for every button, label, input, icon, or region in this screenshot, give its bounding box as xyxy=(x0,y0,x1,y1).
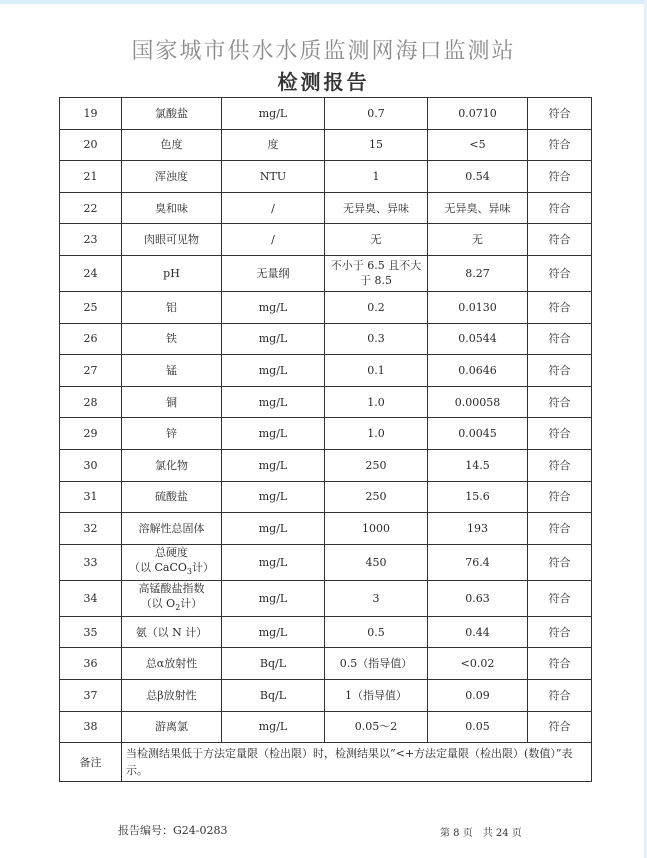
test-item-cell: 肉眼可见物 xyxy=(122,224,222,256)
limit-value-cell: 0.3 xyxy=(325,323,428,355)
judgement-cell: 符合 xyxy=(528,616,592,648)
table-row xyxy=(60,616,592,648)
test-item-cell: 总α放射性 xyxy=(122,648,222,680)
unit-cell: mg/L xyxy=(222,711,325,743)
row-number-cell: 37 xyxy=(60,679,122,711)
table-row xyxy=(60,224,592,256)
judgement-cell: 符合 xyxy=(528,129,592,161)
unit-cell: / xyxy=(222,192,325,224)
test-item-cell: 游离氯 xyxy=(122,711,222,743)
table-row xyxy=(60,291,592,323)
row-number-cell: 35 xyxy=(60,616,122,648)
judgement-cell: 符合 xyxy=(528,255,592,291)
judgement-cell: 符合 xyxy=(528,418,592,450)
table-row xyxy=(60,98,592,130)
test-item-cell: 臭和味 xyxy=(122,192,222,224)
limit-value-cell: 0.7 xyxy=(325,98,428,130)
unit-cell: mg/L xyxy=(222,323,325,355)
result-value-cell: <0.02 xyxy=(428,648,528,680)
table-row xyxy=(60,418,592,450)
unit-cell: mg/L xyxy=(222,616,325,648)
row-number-cell: 28 xyxy=(60,386,122,418)
result-value-cell: 0.0646 xyxy=(428,355,528,387)
unit-cell: mg/L xyxy=(222,513,325,545)
unit-cell: mg/L xyxy=(222,98,325,130)
unit-cell: mg/L xyxy=(222,481,325,513)
row-number-cell: 21 xyxy=(60,161,122,193)
unit-cell: mg/L xyxy=(222,386,325,418)
row-number-cell: 20 xyxy=(60,129,122,161)
results-table xyxy=(59,97,592,782)
result-value-cell: 0.09 xyxy=(428,679,528,711)
test-item-cell: 锰 xyxy=(122,355,222,387)
result-value-cell: 0.0544 xyxy=(428,323,528,355)
judgement-cell: 符合 xyxy=(528,580,592,616)
row-number-cell: 34 xyxy=(60,580,122,616)
test-item-cell: 氨（以 N 计） xyxy=(122,616,222,648)
unit-cell: 度 xyxy=(222,129,325,161)
row-number-cell: 23 xyxy=(60,224,122,256)
limit-value-cell: 0.2 xyxy=(325,291,428,323)
row-number-cell: 32 xyxy=(60,513,122,545)
test-item-cell xyxy=(122,580,222,616)
unit-cell: mg/L xyxy=(222,355,325,387)
judgement-cell: 符合 xyxy=(528,98,592,130)
unit-cell: 无量纲 xyxy=(222,255,325,291)
judgement-cell: 符合 xyxy=(528,711,592,743)
table-row xyxy=(60,711,592,743)
limit-value-cell: 1 xyxy=(325,161,428,193)
limit-value-cell: 不小于 6.5 且不大于 8.5 xyxy=(325,255,428,291)
test-item-cell: 锌 xyxy=(122,418,222,450)
judgement-cell: 符合 xyxy=(528,481,592,513)
result-value-cell: 0.0130 xyxy=(428,291,528,323)
judgement-cell: 符合 xyxy=(528,224,592,256)
judgement-cell: 符合 xyxy=(528,192,592,224)
test-item-cell: 总β放射性 xyxy=(122,679,222,711)
row-number-cell: 27 xyxy=(60,355,122,387)
result-value-cell: <5 xyxy=(428,129,528,161)
limit-value-cell: 15 xyxy=(325,129,428,161)
test-item-cell: 铝 xyxy=(122,291,222,323)
result-value-cell: 76.4 xyxy=(428,544,528,580)
test-item-cell xyxy=(122,544,222,580)
row-number-cell: 30 xyxy=(60,449,122,481)
limit-value-cell: 1.0 xyxy=(325,418,428,450)
result-value-cell: 0.54 xyxy=(428,161,528,193)
unit-cell: NTU xyxy=(222,161,325,193)
row-number-cell: 19 xyxy=(60,98,122,130)
unit-cell: mg/L xyxy=(222,291,325,323)
result-value-cell: 0.00058 xyxy=(428,386,528,418)
test-item-cell: 氯酸盐 xyxy=(122,98,222,130)
report-number: 报告编号：G24-0283 xyxy=(118,824,228,837)
test-item-line1: 高锰酸盐指数 xyxy=(138,582,205,596)
test-item-cell: 氯化物 xyxy=(122,449,222,481)
test-item-cell: 硫酸盐 xyxy=(122,481,222,513)
limit-value-cell: 1.0 xyxy=(325,386,428,418)
judgement-cell: 符合 xyxy=(528,323,592,355)
test-item-basis: （以 O xyxy=(140,597,176,611)
judgement-cell: 符合 xyxy=(528,291,592,323)
row-number-cell: 33 xyxy=(60,544,122,580)
unit-cell: mg/L xyxy=(222,580,325,616)
table-row xyxy=(60,580,592,616)
table-row xyxy=(60,544,592,580)
table-row xyxy=(60,323,592,355)
table-row xyxy=(60,449,592,481)
row-number-cell: 24 xyxy=(60,255,122,291)
result-value-cell: 0.44 xyxy=(428,616,528,648)
test-item-line1: 总硬度 xyxy=(155,546,188,560)
table-row xyxy=(60,386,592,418)
result-value-cell: 14.5 xyxy=(428,449,528,481)
table-row xyxy=(60,481,592,513)
test-item-cell: pH xyxy=(122,255,222,291)
limit-value-cell: 1（指导值） xyxy=(325,679,428,711)
test-item-cell: 溶解性总固体 xyxy=(122,513,222,545)
limit-value-cell: 0.5（指导值） xyxy=(325,648,428,680)
result-value-cell: 0.05 xyxy=(428,711,528,743)
judgement-cell: 符合 xyxy=(528,355,592,387)
unit-cell: mg/L xyxy=(222,544,325,580)
note-row xyxy=(60,743,592,782)
judgement-cell: 符合 xyxy=(528,544,592,580)
test-item-line2 xyxy=(124,560,219,579)
limit-value-cell: 1000 xyxy=(325,513,428,545)
page-number: 第 8 页 共 24 页 xyxy=(440,828,522,839)
test-item-basis: （以 CaCO xyxy=(129,561,187,575)
unit-cell: / xyxy=(222,224,325,256)
table-row xyxy=(60,161,592,193)
limit-value-cell: 0.5 xyxy=(325,616,428,648)
table-row xyxy=(60,129,592,161)
test-item-basis-suffix: 计） xyxy=(180,597,203,611)
row-number-cell: 31 xyxy=(60,481,122,513)
note-label: 备注 xyxy=(60,743,122,782)
result-value-cell: 0.63 xyxy=(428,580,528,616)
test-item-cell: 色度 xyxy=(122,129,222,161)
judgement-cell: 符合 xyxy=(528,679,592,711)
result-value-cell: 15.6 xyxy=(428,481,528,513)
row-number-cell: 29 xyxy=(60,418,122,450)
judgement-cell: 符合 xyxy=(528,161,592,193)
note-text: 当检测结果低于方法定量限（检出限）时，检测结果以“<+方法定量限（检出限）(数值）”表示。 xyxy=(122,743,592,782)
test-item-subscript: 3 xyxy=(186,567,192,577)
table-row xyxy=(60,679,592,711)
results-table-body xyxy=(60,98,592,782)
result-value-cell: 8.27 xyxy=(428,255,528,291)
result-value-cell: 193 xyxy=(428,513,528,545)
report-title: 检测报告 xyxy=(277,70,370,94)
judgement-cell: 符合 xyxy=(528,513,592,545)
row-number-cell: 25 xyxy=(60,291,122,323)
limit-value-cell: 250 xyxy=(325,449,428,481)
limit-value-cell: 0.1 xyxy=(325,355,428,387)
limit-value-cell: 450 xyxy=(325,544,428,580)
unit-cell: mg/L xyxy=(222,418,325,450)
result-value-cell: 无 xyxy=(428,224,528,256)
test-item-subscript: 2 xyxy=(175,603,181,613)
unit-cell: Bq/L xyxy=(222,679,325,711)
row-number-cell: 36 xyxy=(60,648,122,680)
test-item-line2 xyxy=(124,596,219,615)
table-row xyxy=(60,648,592,680)
unit-cell: Bq/L xyxy=(222,648,325,680)
limit-value-cell: 250 xyxy=(325,481,428,513)
table-row xyxy=(60,513,592,545)
limit-value-cell: 3 xyxy=(325,580,428,616)
org-title: 国家城市供水水质监测网海口监测站 xyxy=(131,39,516,64)
test-item-cell: 铜 xyxy=(122,386,222,418)
row-number-cell: 22 xyxy=(60,192,122,224)
row-number-cell: 38 xyxy=(60,711,122,743)
table-row xyxy=(60,192,592,224)
limit-value-cell: 无 xyxy=(325,224,428,256)
result-value-cell: 0.0710 xyxy=(428,98,528,130)
row-number-cell: 26 xyxy=(60,323,122,355)
top-border xyxy=(0,0,647,4)
result-value-cell: 无异臭、异味 xyxy=(428,192,528,224)
judgement-cell: 符合 xyxy=(528,386,592,418)
limit-value-cell: 无异臭、异味 xyxy=(325,192,428,224)
table-row xyxy=(60,255,592,291)
test-item-basis-suffix: 计） xyxy=(192,561,214,575)
judgement-cell: 符合 xyxy=(528,449,592,481)
test-item-cell: 铁 xyxy=(122,323,222,355)
limit-value-cell: 0.05～2 xyxy=(325,711,428,743)
table-row xyxy=(60,355,592,387)
judgement-cell: 符合 xyxy=(528,648,592,680)
unit-cell: mg/L xyxy=(222,449,325,481)
test-item-cell: 浑浊度 xyxy=(122,161,222,193)
result-value-cell: 0.0045 xyxy=(428,418,528,450)
